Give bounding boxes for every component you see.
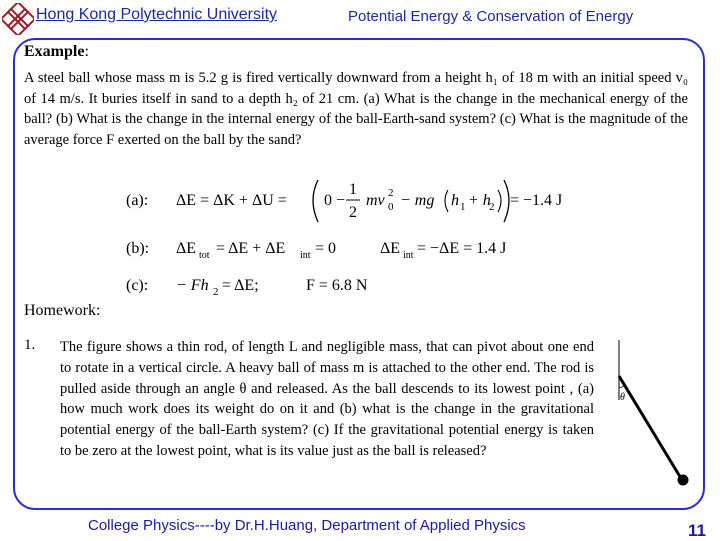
slide-header [0,0,720,38]
eq-a-result: = −1.4 J [510,192,563,209]
eq-a-h1-sub: 1 [460,201,466,213]
eq-a-mv-sub: 0 [388,201,394,213]
footer-credit: College Physics----by Dr.H.Huang, Department of Applied Physics [88,517,526,534]
eq-b-eq1-end: = 0 [315,240,337,257]
eq-a-mv-sup: 2 [388,187,394,199]
pendulum-rod-figure [600,338,700,488]
eq-c-eq1: − Fh [176,277,209,294]
eq-b-eq2: ΔE [380,240,401,257]
eq-b-label: (b): [126,240,150,257]
eq-b-eq2-rhs: = −ΔE = 1.4 J [417,240,507,257]
homework-item-number: 1. [24,337,36,353]
eq-a-mv: mv [366,192,385,209]
eq-b-eq1-sub: tot [199,250,210,261]
eq-b-eq2-sub: int [403,250,414,261]
example-heading: Example: [24,43,89,60]
page-number: 11 [688,521,706,540]
eq-a-inner-left-paren [445,190,448,212]
eq-a-frac-num: 1 [349,181,357,198]
solution-equations [118,180,618,300]
eq-b-eq1-int: int [300,250,311,261]
eq-a-right-paren [504,180,509,222]
university-name[interactable]: Hong Kong Polytechnic University [36,6,278,23]
eq-c-label: (c): [126,277,149,294]
slide-title: Potential Energy & Conservation of Energy [348,8,634,25]
rod-line [619,376,682,480]
eq-b-eq1-lhs: ΔE [176,240,197,257]
polyu-logo-icon [2,3,34,35]
eq-a-plus-h2: + h [468,192,491,209]
eq-a-h2-sub: 2 [489,201,495,213]
eq-a-left-paren [313,180,318,222]
example-problem-text: A steel ball whose mass m is 5.2 g is fired vertically downward from a height h₁ of 18 m with an initial speed v₀ of 14 m/s. It buries itself in sand to a depth h₂ of 21 cm. (a) What is the change in the mechanical energy of the ball? (b) What is the change in the internal energy of the ball-Earth-sand system? (c) What is the magnitude of the average force F exerted on the ball by the sand? [24,70,688,148]
ball-icon [678,475,689,486]
eq-a-h1: h [451,192,459,209]
eq-c-eq1-rhs: = ΔE; [222,277,259,294]
eq-a-zero: 0 − [324,192,346,209]
eq-c-eq1-sub: 2 [213,286,219,298]
homework-problem-text: The figure shows a thin rod, of length L and negligible mass, that can pivot about one end to rotate in a vertical circle. A heavy ball of mass m is attached to the other end. The rod is pulled aside through an angle θ and released. As the ball descends to its lowest point , (a) how much work does its weight do on it and (b) what is the change in the gravitational potential energy of the ball-Earth system? (c) If the gravitational potential energy is taken to be zero at the lowest point, what is its value just as the ball is released? [60,339,594,459]
angle-theta-label: θ [620,392,625,403]
eq-c-eq2: F = 6.8 N [306,277,368,294]
eq-a-lhs: ΔE = ΔK + ΔU = [176,192,287,209]
eq-a-mg: − mg [400,192,435,209]
eq-a-frac-den: 2 [349,204,357,221]
eq-a-inner-right-paren [498,190,501,212]
homework-heading: Homework: [24,302,101,319]
eq-b-eq1-rhs: = ΔE + ΔE [216,240,286,257]
eq-a-label: (a): [126,192,149,209]
